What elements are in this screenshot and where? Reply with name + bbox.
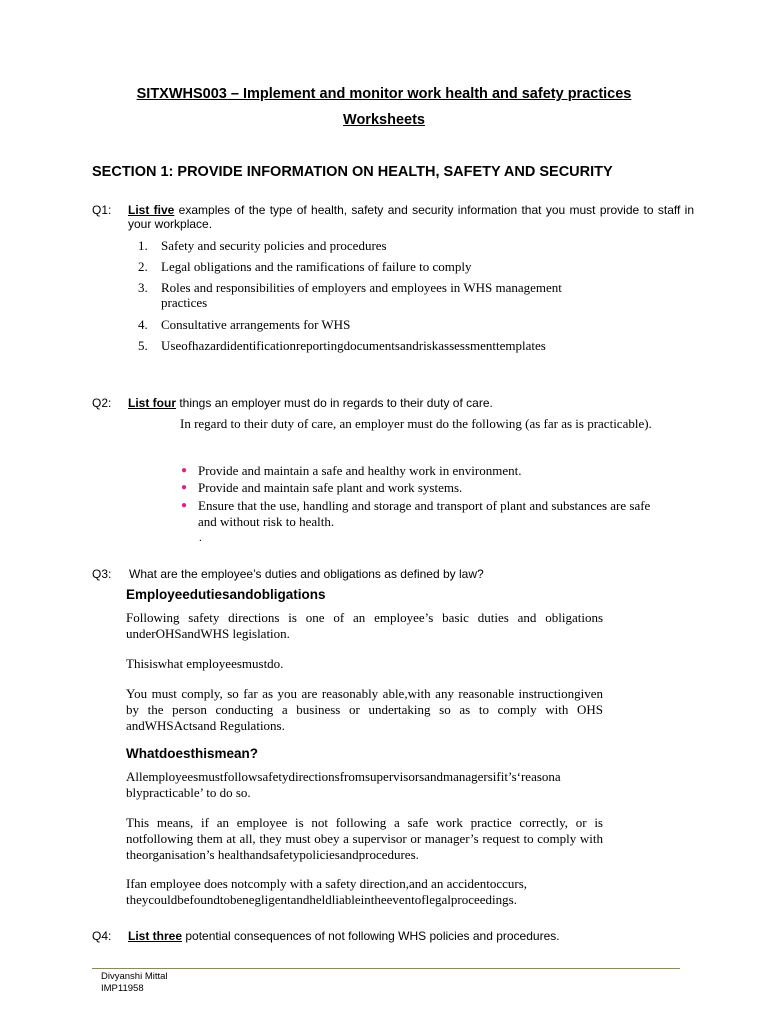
- q1-number: Q1:: [92, 203, 112, 217]
- q3-heading-duties: Employeedutiesandobligations: [126, 587, 326, 602]
- q2-lead: List four: [128, 396, 176, 410]
- footer-divider: [92, 968, 680, 969]
- q4-lead: List three: [128, 929, 183, 943]
- q3-number: Q3:: [92, 567, 112, 581]
- q2-bullet-item: Provide and maintain a safe and healthy work in environment.: [198, 463, 522, 478]
- q1-item: Useofhazardidentificationreportingdocumentsandriskassessmenttemplates: [161, 338, 546, 353]
- q1-item: Consultative arrangements for WHS: [161, 317, 351, 332]
- q3-paragraph: blypracticable’ to do so.: [126, 785, 251, 800]
- q3-paragraph: theycouldbefoundtobenegligentandheldliableintheeventoflegalproceedings.: [126, 892, 517, 907]
- section-1-title: SECTION 1: PROVIDE INFORMATION ON HEALTH, SAFETY AND SECURITY: [92, 164, 613, 180]
- q3-paragraph: This means, if an employee is not following a safe work practice correctly, or is notfollowing them at all, they must obey a supervisor or manager’s request to comply with theorganisation’s healthandsafetypoliciesandprocedures.: [126, 815, 603, 862]
- q4-question: [128, 929, 560, 943]
- q2-number: Q2:: [92, 396, 112, 410]
- q1-item-number: 4.: [138, 317, 148, 332]
- q1-item: Safety and security policies and procedures: [161, 238, 387, 253]
- footer-student-id: IMP11958: [101, 983, 144, 994]
- bullet-icon: ●: [181, 500, 188, 511]
- q2-bullet-item: Ensure that the use, handling and storage and transport of plant and substances are safe and without risk to health.: [198, 498, 651, 529]
- q1-lead: List five: [128, 203, 175, 217]
- document-title: SITXWHS003 – Implement and monitor work health and safety practices: [136, 86, 632, 102]
- q3-paragraph: You must comply, so far as you are reasonably able,with any reasonable instructiongiven by the person conducting a business or undertaking so as to comply with OHS andWHSActsand Regulations.: [126, 686, 603, 733]
- q1-item: Legal obligations and the ramifications of failure to comply: [161, 259, 472, 274]
- q3-paragraph: Ifan employee does notcomply with a safety direction,and an accidentoccurs,: [126, 876, 528, 891]
- q1-item-number: 3.: [138, 280, 148, 295]
- document-subtitle: Worksheets: [343, 112, 425, 128]
- footer-author-name: Divyanshi Mittal: [101, 971, 168, 982]
- q3-paragraph: Thisiswhat employeesmustdo.: [126, 656, 284, 671]
- q1-rest: examples of the type of health, safety and security information that you must provide to staff in your workplace.: [128, 203, 694, 231]
- bullet-icon: ●: [181, 482, 188, 493]
- q4-number: Q4:: [92, 929, 112, 943]
- q3-question: What are the employee’s duties and obligations as defined by law?: [129, 567, 484, 581]
- q1-item-number: 1.: [138, 238, 148, 253]
- q1-item-number: 5.: [138, 338, 148, 353]
- q1-item: Roles and responsibilities of employers and employees in WHS management practices: [161, 280, 562, 310]
- q1-question: [128, 203, 694, 231]
- q3-paragraph: Following safety directions is one of an employee’s basic duties and obligations underOHSandWHS legislation.: [126, 610, 603, 641]
- q2-trailing-mark: .: [199, 532, 202, 544]
- q4-rest: potential consequences of not following WHS policies and procedures.: [182, 929, 560, 943]
- q2-intro: In regard to their duty of care, an employer must do the following (as far as is practicable).: [180, 416, 652, 431]
- q2-rest: things an employer must do in regards to their duty of care.: [176, 396, 493, 410]
- q3-paragraph: Allemployeesmustfollowsafetydirectionsfromsupervisorsandmanagersifit’s‘reasona: [126, 769, 561, 784]
- q2-question: [128, 396, 493, 410]
- q3-heading-meaning: Whatdoesthismean?: [126, 746, 259, 761]
- bullet-icon: ●: [181, 465, 188, 476]
- q2-bullet-item: Provide and maintain safe plant and work systems.: [198, 480, 463, 495]
- q1-item-number: 2.: [138, 259, 148, 274]
